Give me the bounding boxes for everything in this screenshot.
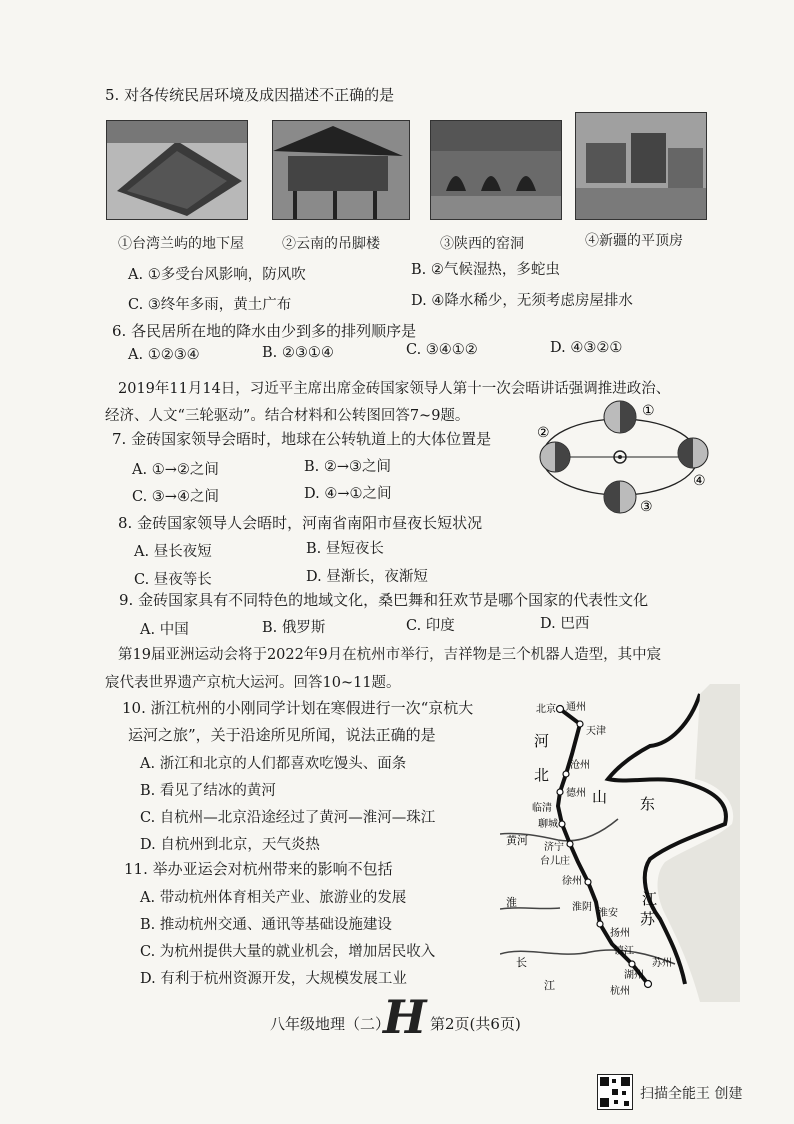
city-beijing: 北京 (536, 704, 556, 715)
city-huzhou: 湖州 (624, 970, 644, 981)
q5-caption-1: ①台湾兰屿的地下屋 (118, 236, 244, 252)
city-huaian: 淮安 (598, 908, 618, 919)
q8-stem: 8. 金砖国家领导人会晤时，河南省南阳市昼夜长短状况 (118, 514, 483, 532)
q5-option-c: C. ③终年多雨，黄土广布 (128, 297, 292, 313)
q5-caption-4: ④新疆的平顶房 (585, 233, 683, 249)
q10-option-c: C. 自杭州—北京沿途经过了黄河—淮河—珠江 (140, 810, 436, 826)
city-xuzhou: 徐州 (562, 876, 582, 887)
q5-caption-3: ③陕西的窑洞 (440, 236, 524, 252)
q10-option-a: A. 浙江和北京的人们都喜欢吃馒头、面条 (140, 756, 407, 772)
footer-page: 第2页(共6页) (430, 1015, 521, 1033)
q9-stem: 9. 金砖国家具有不同特色的地域文化，桑巴舞和狂欢节是哪个国家的代表性文化 (119, 591, 649, 609)
region-su: 苏 (640, 910, 656, 928)
q7-option-a: A. ①→②之间 (132, 462, 219, 478)
passage1-line1: 2019年11月14日，习近平主席出席金砖国家领导人第十一次会晤讲话强调推进政治、 (118, 381, 671, 397)
city-zhenjiang: 镇江 (614, 946, 634, 957)
region-jiang: 江 (642, 890, 658, 908)
city-liaocheng: 聊城 (538, 819, 558, 830)
q6-option-b: B. ②③①④ (262, 345, 334, 361)
city-jining: 济宁 (544, 842, 564, 853)
passage2-line1: 第19届亚洲运动会将于2022年9月在杭州市举行，吉祥物是三个机器人造型，其中宸 (118, 647, 662, 663)
q10-stem-line1: 10. 浙江杭州的小刚同学计划在寒假进行一次“京杭大 (122, 699, 474, 717)
q5-option-b: B. ②气候湿热，多蛇虫 (411, 262, 560, 278)
q8-option-b: B. 昼短夜长 (306, 541, 384, 557)
q9-option-a: A. 中国 (140, 622, 189, 638)
orbit-diagram (525, 395, 725, 525)
city-suzhou: 苏州 (652, 958, 672, 969)
city-yangzhou: 扬州 (610, 928, 630, 939)
orbit-label-1: ① (642, 403, 655, 419)
q8-option-c: C. 昼夜等长 (134, 572, 212, 588)
label-jiang: 江 (544, 979, 555, 992)
photo-underground-house (106, 120, 248, 220)
q10-stem-line2: 运河之旅”，关于沿途所见所闻，说法正确的是 (128, 726, 436, 744)
city-linqing: 临清 (532, 803, 552, 814)
q10-option-b: B. 看见了结冰的黄河 (140, 783, 276, 799)
footer-subject: 八年级地理（二） (270, 1015, 391, 1033)
q5-option-d: D. ④降水稀少，无须考虑房屋排水 (411, 293, 633, 309)
q6-option-c: C. ③④①② (406, 342, 478, 358)
city-tongzhou: 通州 (566, 702, 586, 713)
q11-option-c: C. 为杭州提供大量的就业机会，增加居民收入 (140, 944, 436, 960)
q10-option-d: D. 自杭州到北京，天气炎热 (140, 837, 320, 853)
passage2-line2: 宸代表世界遗产京杭大运河。回答10~11题。 (105, 675, 401, 691)
orbit-label-2: ② (537, 425, 550, 441)
region-dong: 东 (640, 795, 656, 813)
city-dezhou: 德州 (566, 788, 586, 799)
q9-option-b: B. 俄罗斯 (262, 620, 326, 636)
q7-option-d: D. ④→①之间 (304, 486, 392, 502)
q6-stem: 6. 各民居所在地的降水由少到多的排列顺序是 (112, 322, 417, 340)
city-taierzhuang: 台儿庄 (540, 856, 570, 867)
q11-stem: 11. 举办亚运会对杭州带来的影响不包括 (124, 860, 393, 878)
city-tianjin: 天津 (586, 726, 606, 737)
q11-option-d: D. 有利于杭州资源开发，大规模发展工业 (140, 971, 407, 987)
region-shan: 山 (592, 788, 608, 806)
q5-stem: 5. 对各传统民居环境及成因描述不正确的是 (105, 86, 395, 104)
q9-option-d: D. 巴西 (540, 616, 590, 632)
passage1-line2: 经济、人文“三轮驱动”。结合材料和公转图回答7~9题。 (105, 408, 470, 424)
q5-caption-2: ②云南的吊脚楼 (282, 236, 380, 252)
q6-option-a: A. ①②③④ (128, 347, 200, 363)
q11-option-a: A. 带动杭州体育相关产业、旅游业的发展 (140, 890, 407, 906)
orbit-label-4: ④ (693, 473, 706, 489)
label-huai: 淮 (506, 896, 517, 909)
q8-option-d: D. 昼渐长，夜渐短 (306, 569, 428, 585)
footer-logo: H (383, 990, 427, 1044)
photo-flat-roof-house (575, 112, 707, 220)
q7-option-b: B. ②→③之间 (304, 459, 392, 475)
q6-option-d: D. ④③②① (550, 340, 623, 356)
label-chang: 长 (516, 956, 527, 969)
photo-stilt-house (272, 120, 410, 220)
city-hangzhou: 杭州 (610, 986, 630, 997)
q8-option-a: A. 昼长夜短 (134, 544, 212, 560)
q9-option-c: C. 印度 (406, 618, 455, 634)
city-cangzhou: 沧州 (570, 760, 590, 771)
q5-option-a: A. ①多受台风影响，防风吹 (128, 267, 306, 283)
region-bei: 北 (534, 766, 550, 784)
qr-code-icon (597, 1074, 633, 1110)
label-yellow-river: 黄河 (506, 834, 528, 847)
q11-option-b: B. 推动杭州交通、通讯等基础设施建设 (140, 917, 392, 933)
scanner-watermark: 扫描全能王 创建 (640, 1086, 743, 1102)
grand-canal-map (500, 684, 740, 1002)
city-huaiyin: 淮阴 (572, 902, 592, 913)
q7-option-c: C. ③→④之间 (132, 489, 219, 505)
q7-stem: 7. 金砖国家领导会晤时，地球在公转轨道上的大体位置是 (112, 430, 492, 448)
orbit-label-3: ③ (640, 499, 653, 515)
region-he: 河 (534, 732, 550, 750)
photo-cave-dwelling (430, 120, 562, 220)
